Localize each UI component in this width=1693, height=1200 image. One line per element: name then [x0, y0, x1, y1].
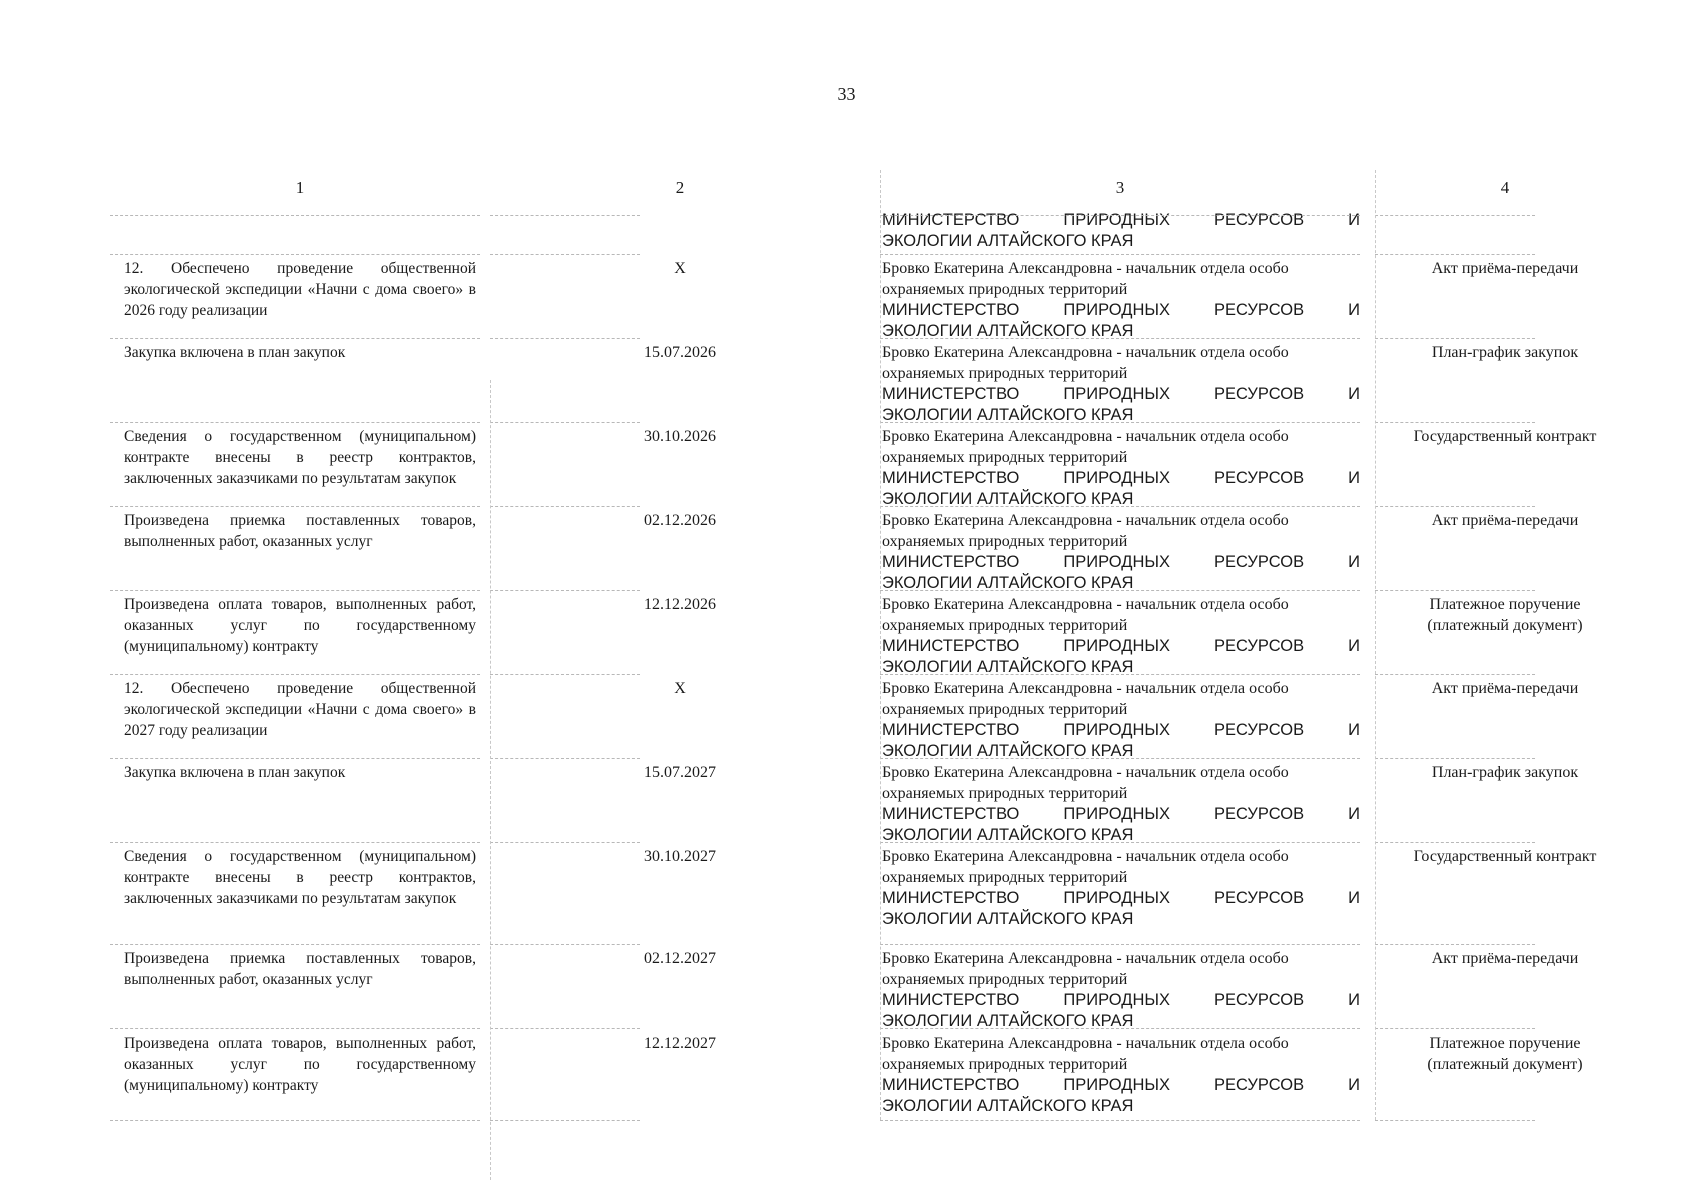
- row-divider: [110, 674, 480, 675]
- organization-line-2: ЭКОЛОГИИ АЛТАЙСКОГО КРАЯ: [882, 1012, 1134, 1030]
- event-date: 15.07.2027: [644, 764, 716, 781]
- row-divider: [490, 506, 640, 507]
- event-description: Произведена приемка поставленных товаров, выполненных работ, оказанных услуг: [124, 950, 476, 988]
- event-date: Х: [674, 680, 686, 697]
- document-type: План-график закупок: [1431, 764, 1579, 781]
- event-date: 02.12.2026: [644, 512, 716, 529]
- row-divider: [1375, 842, 1535, 843]
- row-divider: [110, 842, 480, 843]
- row-divider: [1375, 1120, 1535, 1121]
- row-divider: [490, 674, 640, 675]
- column-divider: [880, 170, 881, 1120]
- row-divider: [110, 1028, 480, 1029]
- row-divider: [880, 842, 1360, 843]
- row-divider: [1375, 215, 1535, 216]
- row-divider: [1375, 254, 1535, 255]
- event-description: 12. Обеспечено проведение общественной экологической экспедиции «Начни с дома своего» в 2027 году реализации: [124, 680, 476, 739]
- event-date: 12.12.2026: [644, 596, 716, 613]
- event-description: Произведена оплата товаров, выполненных работ, оказанных услуг по государственному (муниципальному) контракту: [124, 596, 476, 655]
- event-description: Закупка включена в план закупок: [124, 764, 346, 781]
- organization-line-1: МИНИСТЕРСТВО ПРИРОДНЫХ РЕСУРСОВ И: [882, 469, 1360, 487]
- organization-line-2: ЭКОЛОГИИ АЛТАЙСКОГО КРАЯ: [882, 742, 1134, 760]
- column-header-3: 3: [1115, 178, 1125, 197]
- row-divider: [110, 590, 480, 591]
- document-type: Акт приёма-передачи: [1431, 950, 1579, 967]
- event-date: 12.12.2027: [644, 1035, 716, 1052]
- column-header-1: 1: [295, 178, 305, 197]
- event-description: Закупка включена в план закупок: [124, 344, 346, 361]
- document-type: Государственный контракт: [1413, 428, 1597, 445]
- row-divider: [490, 422, 640, 423]
- row-divider: [880, 506, 1360, 507]
- row-divider: [1375, 944, 1535, 945]
- responsible-person: [882, 342, 1360, 426]
- responsible-person: [882, 510, 1360, 594]
- document-type: Акт приёма-передачи: [1431, 512, 1579, 529]
- document-type: Государственный контракт: [1413, 848, 1597, 865]
- event-description: Произведена приемка поставленных товаров, выполненных работ, оказанных услуг: [124, 512, 476, 550]
- column-divider: [490, 380, 491, 1180]
- row-divider: [880, 338, 1360, 339]
- row-divider: [490, 842, 640, 843]
- responsible-name: Бровко Екатерина Александровна - начальник отдела особо охраняемых природных территорий: [882, 596, 1289, 634]
- organization-line-2: ЭКОЛОГИИ АЛТАЙСКОГО КРАЯ: [882, 232, 1134, 250]
- row-divider: [1375, 422, 1535, 423]
- event-date: 02.12.2027: [644, 950, 716, 967]
- responsible-person: [882, 426, 1360, 510]
- row-divider: [490, 254, 640, 255]
- responsible-name: Бровко Екатерина Александровна - начальник отдела особо охраняемых природных территорий: [882, 848, 1289, 886]
- organization-line-1: МИНИСТЕРСТВО ПРИРОДНЫХ РЕСУРСОВ И: [882, 553, 1360, 571]
- row-divider: [1375, 1028, 1535, 1029]
- row-divider: [1375, 338, 1535, 339]
- document-type: Акт приёма-передачи: [1431, 260, 1579, 277]
- row-divider: [110, 1120, 480, 1121]
- row-divider: [110, 506, 480, 507]
- responsible-person: [882, 258, 1360, 342]
- row-divider: [880, 590, 1360, 591]
- responsible-name: Бровко Екатерина Александровна - начальник отдела особо охраняемых природных территорий: [882, 512, 1289, 550]
- column-header-4: 4: [1500, 178, 1510, 197]
- row-divider: [880, 758, 1360, 759]
- row-divider: [490, 1028, 640, 1029]
- organization-line-2: ЭКОЛОГИИ АЛТАЙСКОГО КРАЯ: [882, 574, 1134, 592]
- organization-line-2: ЭКОЛОГИИ АЛТАЙСКОГО КРАЯ: [882, 1097, 1134, 1115]
- row-divider: [880, 1028, 1360, 1029]
- organization-line-1: МИНИСТЕРСТВО ПРИРОДНЫХ РЕСУРСОВ И: [882, 301, 1360, 319]
- row-divider: [110, 944, 480, 945]
- row-divider: [490, 215, 640, 216]
- organization-line-1: МИНИСТЕРСТВО ПРИРОДНЫХ РЕСУРСОВ И: [882, 637, 1360, 655]
- responsible-name: Бровко Екатерина Александровна - начальник отдела особо охраняемых природных территорий: [882, 428, 1289, 466]
- organization-line-1: МИНИСТЕРСТВО ПРИРОДНЫХ РЕСУРСОВ И: [882, 721, 1360, 739]
- responsible-name: Бровко Екатерина Александровна - начальник отдела особо охраняемых природных территорий: [882, 344, 1289, 382]
- event-date: 30.10.2027: [644, 848, 716, 865]
- row-divider: [110, 758, 480, 759]
- row-divider: [110, 254, 480, 255]
- continued-organization: [882, 210, 1360, 252]
- responsible-name: Бровко Екатерина Александровна - начальник отдела особо охраняемых природных территорий: [882, 950, 1289, 988]
- organization-line-2: ЭКОЛОГИИ АЛТАЙСКОГО КРАЯ: [882, 658, 1134, 676]
- row-divider: [1375, 674, 1535, 675]
- responsible-person: [882, 594, 1360, 678]
- row-divider: [490, 758, 640, 759]
- responsible-name: Бровко Екатерина Александровна - начальник отдела особо охраняемых природных территорий: [882, 680, 1289, 718]
- row-divider: [1375, 758, 1535, 759]
- responsible-person: [882, 846, 1360, 930]
- document-type: Акт приёма-передачи: [1431, 680, 1579, 697]
- row-divider: [880, 674, 1360, 675]
- responsible-person: [882, 678, 1360, 762]
- page-number: 33: [837, 84, 856, 104]
- document-type: План-график закупок: [1431, 344, 1579, 361]
- row-divider: [880, 254, 1360, 255]
- event-date: 15.07.2026: [644, 344, 716, 361]
- document-type: Платежное поручение (платежный документ): [1427, 1035, 1583, 1073]
- organization-line-1: МИНИСТЕРСТВО ПРИРОДНЫХ РЕСУРСОВ И: [882, 1076, 1360, 1094]
- organization-line-2: ЭКОЛОГИИ АЛТАЙСКОГО КРАЯ: [882, 406, 1134, 424]
- row-divider: [490, 590, 640, 591]
- column-header-2: 2: [675, 178, 685, 197]
- row-divider: [490, 944, 640, 945]
- row-divider: [880, 1120, 1360, 1121]
- responsible-person: [882, 948, 1360, 1032]
- event-date: Х: [674, 260, 686, 277]
- responsible-name: Бровко Екатерина Александровна - начальник отдела особо охраняемых природных территорий: [882, 764, 1289, 802]
- responsible-person: [882, 762, 1360, 846]
- row-divider: [110, 422, 480, 423]
- organization-line-1: МИНИСТЕРСТВО ПРИРОДНЫХ РЕСУРСОВ И: [882, 805, 1360, 823]
- organization-line-1: МИНИСТЕРСТВО ПРИРОДНЫХ РЕСУРСОВ И: [882, 211, 1360, 229]
- row-divider: [1375, 590, 1535, 591]
- event-description: Сведения о государственном (муниципальном) контракте внесены в реестр контрактов, заключенных заказчиками по результатам закупок: [124, 428, 476, 487]
- event-description: Произведена оплата товаров, выполненных работ, оказанных услуг по государственному (муниципальному) контракту: [124, 1035, 476, 1094]
- organization-line-1: МИНИСТЕРСТВО ПРИРОДНЫХ РЕСУРСОВ И: [882, 889, 1360, 907]
- row-divider: [110, 215, 480, 216]
- organization-line-2: ЭКОЛОГИИ АЛТАЙСКОГО КРАЯ: [882, 490, 1134, 508]
- organization-line-1: МИНИСТЕРСТВО ПРИРОДНЫХ РЕСУРСОВ И: [882, 385, 1360, 403]
- row-divider: [880, 944, 1360, 945]
- responsible-name: Бровко Екатерина Александровна - начальник отдела особо охраняемых природных территорий: [882, 260, 1289, 298]
- event-date: 30.10.2026: [644, 428, 716, 445]
- row-divider: [110, 338, 480, 339]
- document-type: Платежное поручение (платежный документ): [1427, 596, 1583, 634]
- organization-line-1: МИНИСТЕРСТВО ПРИРОДНЫХ РЕСУРСОВ И: [882, 991, 1360, 1009]
- event-description: 12. Обеспечено проведение общественной экологической экспедиции «Начни с дома своего» в 2026 году реализации: [124, 260, 476, 319]
- event-description: Сведения о государственном (муниципальном) контракте внесены в реестр контрактов, заключенных заказчиками по результатам закупок: [124, 848, 476, 907]
- organization-line-2: ЭКОЛОГИИ АЛТАЙСКОГО КРАЯ: [882, 322, 1134, 340]
- row-divider: [490, 338, 640, 339]
- responsible-name: Бровко Екатерина Александровна - начальник отдела особо охраняемых природных территорий: [882, 1035, 1289, 1073]
- row-divider: [880, 215, 1360, 216]
- organization-line-2: ЭКОЛОГИИ АЛТАЙСКОГО КРАЯ: [882, 910, 1134, 928]
- organization-line-2: ЭКОЛОГИИ АЛТАЙСКОГО КРАЯ: [882, 826, 1134, 844]
- row-divider: [490, 1120, 640, 1121]
- row-divider: [880, 422, 1360, 423]
- responsible-person: [882, 1033, 1360, 1117]
- row-divider: [1375, 506, 1535, 507]
- column-divider: [1375, 170, 1376, 1120]
